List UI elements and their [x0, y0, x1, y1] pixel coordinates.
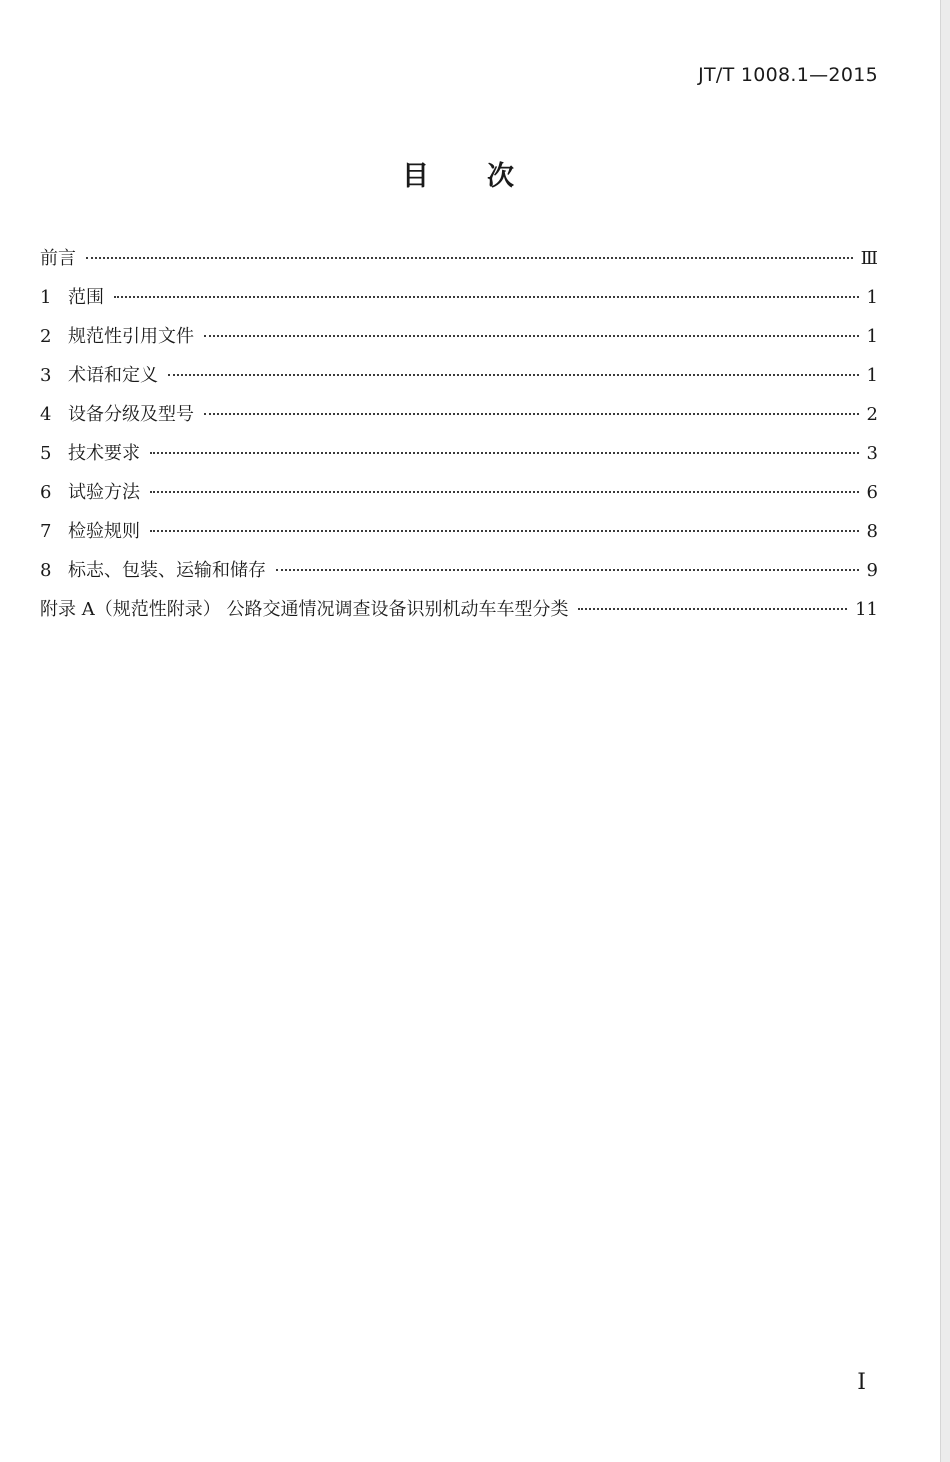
toc-entry-label: 检验规则	[68, 521, 140, 542]
toc-entry-number: 3	[40, 365, 52, 386]
dot-leader	[150, 491, 859, 493]
toc-entry-page: 6	[866, 482, 878, 503]
toc-entry-page: 2	[866, 404, 878, 425]
toc-entry-7[interactable]	[40, 517, 878, 556]
document-code: JT/T 1008.1—2015	[698, 64, 878, 86]
toc-entry-number: 7	[40, 521, 52, 542]
toc-entry-5[interactable]	[40, 439, 878, 478]
dot-leader	[276, 569, 859, 571]
toc-entry-number: 1	[40, 287, 52, 308]
toc-entry-label: 前言	[40, 248, 76, 269]
toc-entry-page: 1	[866, 287, 878, 308]
toc-entry-appendix-a[interactable]	[40, 595, 878, 634]
dot-leader	[204, 413, 859, 415]
toc-entry-2[interactable]	[40, 322, 878, 361]
dot-leader	[114, 296, 859, 298]
toc-entry-page: 9	[866, 560, 878, 581]
toc-entry-label: 标志、包装、运输和储存	[68, 560, 266, 581]
toc-entry-label: 附录 A（规范性附录） 公路交通情况调查设备识别机动车车型分类	[40, 599, 569, 620]
toc-entry-label: 技术要求	[68, 443, 140, 464]
toc-entry-foreword[interactable]	[40, 244, 878, 283]
dot-leader	[86, 257, 853, 259]
toc-entry-number: 8	[40, 560, 52, 581]
toc-entry-page: 1	[866, 326, 878, 347]
dot-leader	[204, 335, 859, 337]
toc-entry-page: 3	[866, 443, 878, 464]
page-number: I	[857, 1370, 866, 1395]
toc-entry-label: 设备分级及型号	[68, 404, 194, 425]
page-edge	[940, 0, 950, 1462]
toc-entry-page: Ⅲ	[860, 248, 878, 269]
dot-leader	[168, 374, 859, 376]
toc-entry-label: 术语和定义	[68, 365, 158, 386]
toc-entry-8[interactable]	[40, 556, 878, 595]
toc-entry-label: 范围	[68, 287, 104, 308]
toc-entry-4[interactable]	[40, 400, 878, 439]
toc-title: 目次	[402, 161, 572, 192]
dot-leader	[578, 608, 847, 610]
toc-entry-page: 11	[855, 599, 878, 620]
dot-leader	[150, 452, 859, 454]
toc-entry-label: 规范性引用文件	[68, 326, 194, 347]
toc-entry-3[interactable]	[40, 361, 878, 400]
toc-entry-label: 试验方法	[68, 482, 140, 503]
toc-entry-number: 6	[40, 482, 52, 503]
toc-entry-number: 5	[40, 443, 52, 464]
toc-entry-number: 2	[40, 326, 52, 347]
toc-entry-page: 8	[866, 521, 878, 542]
toc-entry-6[interactable]	[40, 478, 878, 517]
toc-entry-page: 1	[866, 365, 878, 386]
table-of-contents	[40, 244, 878, 634]
dot-leader	[150, 530, 859, 532]
toc-entry-1[interactable]	[40, 283, 878, 322]
toc-entry-number: 4	[40, 404, 52, 425]
